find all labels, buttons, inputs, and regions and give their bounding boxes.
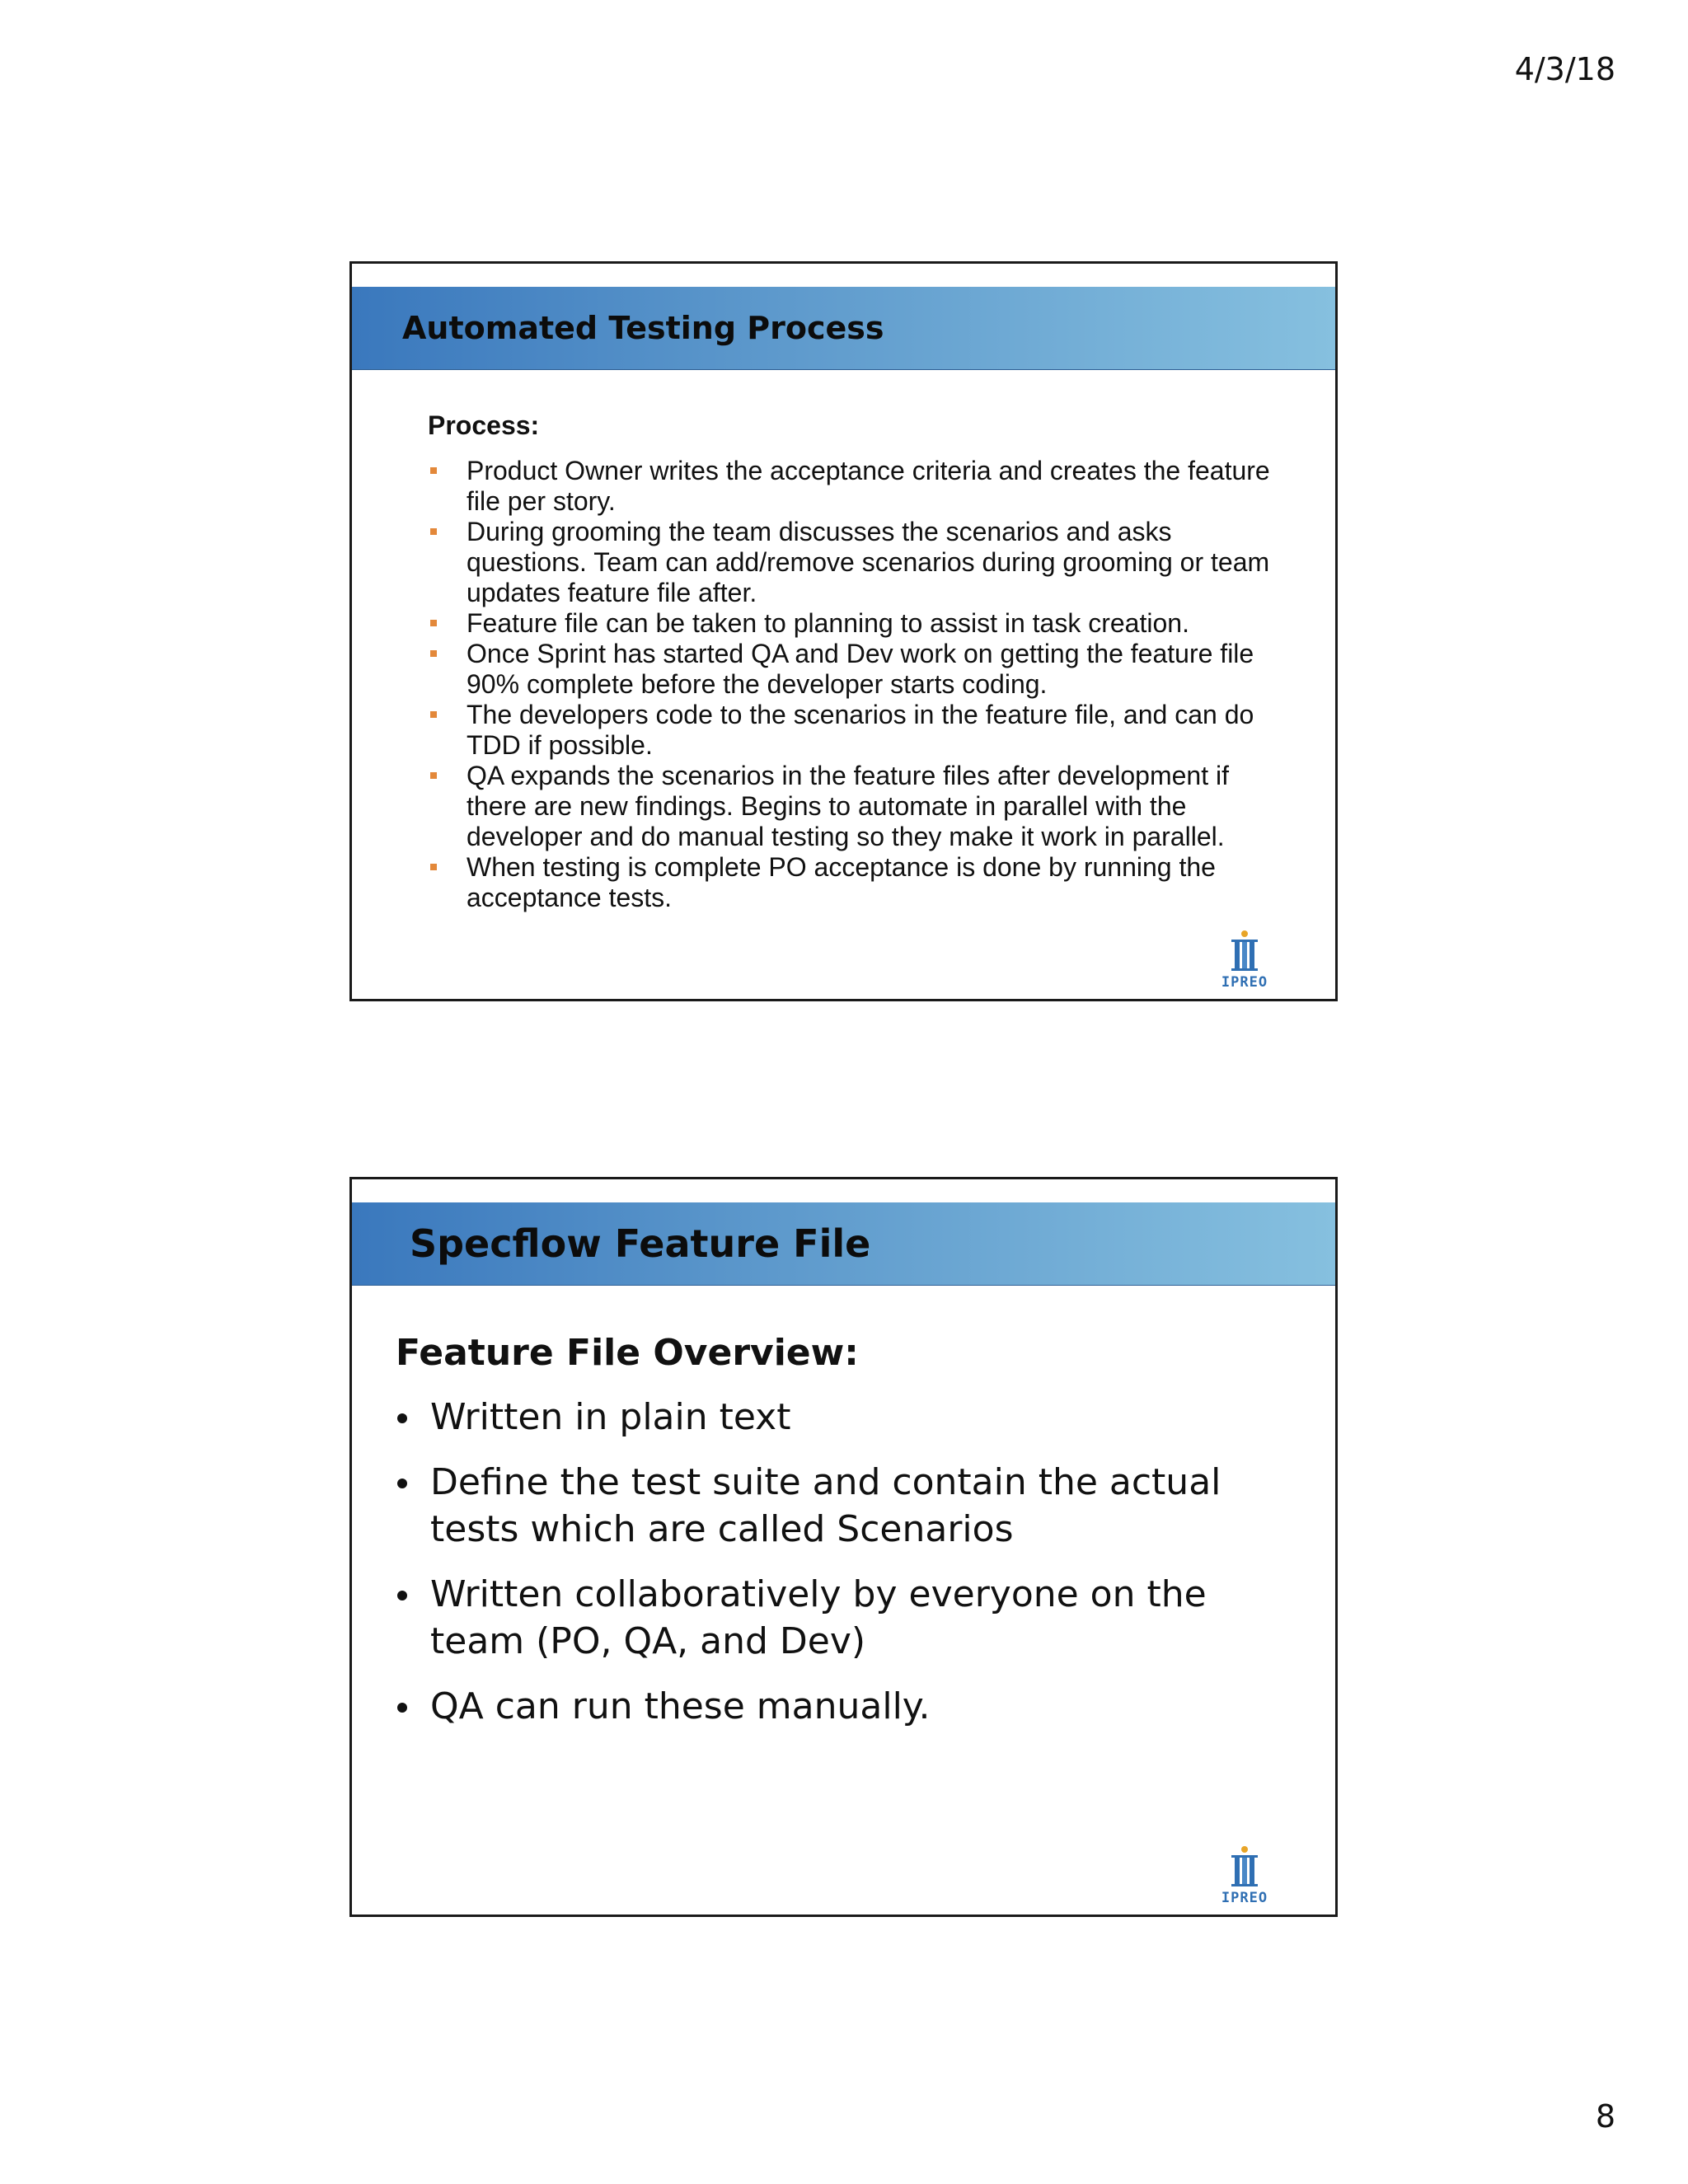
process-list	[428, 456, 1285, 913]
list-item	[428, 761, 1285, 852]
ipreo-logo	[1218, 930, 1271, 994]
dot-bullet-icon	[397, 1413, 407, 1423]
square-bullet-icon	[430, 864, 437, 870]
list-item-text: Feature file can be taken to planning to assist in task creation.	[467, 608, 1189, 638]
page-date: 4/3/18	[1514, 51, 1615, 87]
slide-title: Automated Testing Process	[402, 310, 884, 346]
slide-body	[428, 410, 1285, 913]
logo-text: IPREO	[1221, 974, 1268, 991]
page-number: 8	[1595, 2098, 1615, 2135]
list-item	[428, 852, 1285, 913]
list-item-text: Once Sprint has started QA and Dev work on getting the feature file 90% complete before the developer starts coding.	[467, 639, 1254, 699]
list-item	[428, 517, 1285, 608]
overview-list	[396, 1394, 1286, 1730]
ipreo-logo	[1218, 1845, 1271, 1910]
ipreo-logo-icon	[1228, 930, 1261, 972]
square-bullet-icon	[430, 528, 437, 535]
list-item	[396, 1394, 1286, 1441]
overview-heading: Feature File Overview:	[396, 1332, 859, 1374]
dot-bullet-icon	[397, 1591, 407, 1601]
list-item-text: Product Owner writes the acceptance criteria and creates the feature file per story.	[467, 456, 1270, 516]
list-item-text: QA can run these manually.	[430, 1685, 931, 1727]
list-item-text: QA expands the scenarios in the feature files after development if there are new findings. Begins to automate in parallel with the developer and do manual testing so they make it work in parallel.	[467, 761, 1229, 851]
list-item	[396, 1571, 1286, 1665]
square-bullet-icon	[430, 711, 437, 718]
list-item-text: Define the test suite and contain the actual tests which are called Scenarios	[430, 1461, 1221, 1550]
list-item	[428, 456, 1285, 517]
list-item-text: Written in plain text	[430, 1396, 791, 1438]
list-item	[428, 700, 1285, 761]
square-bullet-icon	[430, 467, 437, 474]
list-item-text: Written collaboratively by everyone on the team (PO, QA, and Dev)	[430, 1573, 1207, 1662]
process-heading: Process:	[428, 410, 540, 440]
list-item	[428, 639, 1285, 700]
square-bullet-icon	[430, 620, 437, 626]
list-item	[396, 1683, 1286, 1730]
list-item-text: When testing is complete PO acceptance is done by running the acceptance tests.	[467, 852, 1216, 912]
list-item	[396, 1459, 1286, 1553]
list-item-text: During grooming the team discusses the scenarios and asks questions. Team can add/remove scenarios during grooming or team updates feature file after.	[467, 517, 1270, 607]
slide-specflow-feature-file	[349, 1177, 1338, 1917]
square-bullet-icon	[430, 650, 437, 657]
ipreo-logo-icon	[1228, 1845, 1261, 1888]
list-item	[428, 608, 1285, 639]
slide-title: Specflow Feature File	[410, 1221, 871, 1266]
logo-text: IPREO	[1221, 1890, 1268, 1906]
dot-bullet-icon	[397, 1703, 407, 1713]
slide-header	[352, 287, 1335, 370]
slide-body	[396, 1332, 1286, 1748]
slide-automated-testing-process	[349, 261, 1338, 1001]
square-bullet-icon	[430, 772, 437, 779]
dot-bullet-icon	[397, 1479, 407, 1488]
slide-header	[352, 1202, 1335, 1286]
list-item-text: The developers code to the scenarios in the feature file, and can do TDD if possible.	[467, 700, 1254, 760]
